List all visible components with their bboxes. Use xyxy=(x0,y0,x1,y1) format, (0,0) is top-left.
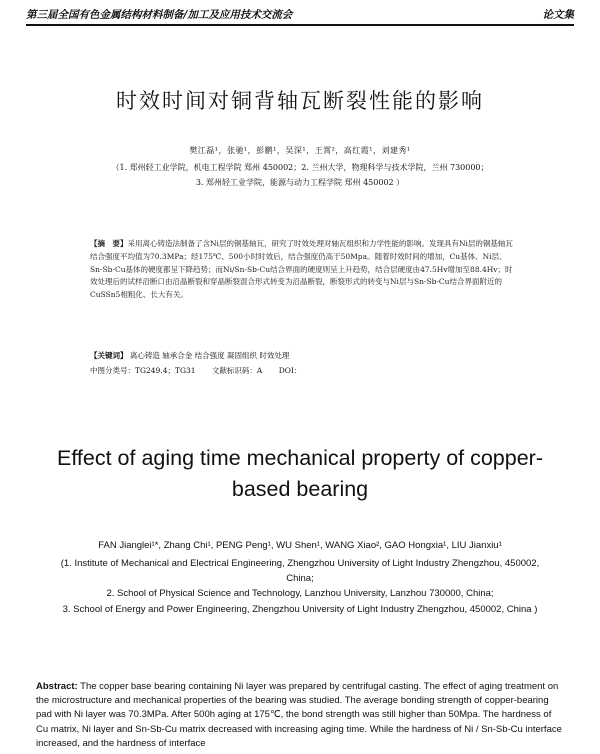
doi-label: DOI： xyxy=(278,366,302,375)
classification-line xyxy=(90,365,540,376)
english-affiliation-1: (1. Institute of Mechanical and Electrical Engineering, Zhengzhou University of Light Industry Zhengzhou, 450002, China; xyxy=(60,558,540,584)
chinese-keywords-text: 离心铸造 轴承合金 结合强度 凝固组织 时效处理 xyxy=(129,351,290,360)
conference-title: 第三届全国有色金属结构材料制备/加工及应用技术交流会 xyxy=(26,9,293,21)
english-authors: FAN Jianglei¹*, Zhang Chi¹, PENG Peng¹, WU Shen¹, WANG Xiao², GAO Hongxia¹, LIU Jianxiu¹ xyxy=(98,540,502,551)
chinese-abstract-label: 【摘 要】 xyxy=(90,239,128,248)
english-affiliation-3: 3. School of Energy and Power Engineering, Zhengzhou University of Light Industry Zhengzhou, 450002, China ) xyxy=(62,604,538,615)
english-affiliation-2: 2. School of Physical Science and Technology, Lanzhou University, Lanzhou 730000, China; xyxy=(106,588,494,599)
english-abstract-text: The copper base bearing containing Ni layer was prepared by centrifugal casting. The effect of aging treatment on the microstructure and mechanical properties of the bearing was studied. The average bonding strength of copper-bearing pad with Ni layer was 70.3MPa. After 500h aging at 175℃, the bond strength was still higher than 50Mpa. The hardness of Cu matrix, Ni layer and Sn-Sb-Cu matrix decreased with increasing aging time. While the hardness of Ni / Sn-Sb-Cu interface increased, and the hardness of interface xyxy=(36,681,562,749)
section-label: 论文集 xyxy=(542,9,574,21)
chinese-authors: 樊江磊¹，张驰¹，彭鹏¹，吴深¹，王霄²，高红霞¹，刘建秀¹ xyxy=(189,146,411,155)
document-code: 文献标识码：A xyxy=(211,366,263,375)
english-abstract-label: Abstract: xyxy=(36,681,78,692)
english-abstract xyxy=(36,680,564,751)
page-header xyxy=(26,6,574,26)
chinese-keywords-label: 【关键词】 xyxy=(90,351,128,360)
chinese-abstract xyxy=(90,238,518,302)
chinese-abstract-text: 采用离心铸造法制备了含Ni层的铜基轴瓦，研究了时效处理对轴瓦组织和力学性能的影响。发现具有Ni层的铜基轴瓦结合强度平均值为70.3MPa；经175℃、500小时时效后，结合强度仍高于50Mpa。随着时效时间的增加，Cu基体、Ni层、Sn-Sb-Cu基体的硬度都呈下降趋势；而Ni/Sn-Sb-Cu结合界面的硬度则呈上升趋势，结合层硬度由47.5Hv增加至88.4Hv；时效处理后的试样沿断口由沿晶断裂和穿晶断裂混合形式转变为沿晶断裂，断裂形式的转变与Ni层与Sn-Sb-Cu结合界面附近的CuSSn5相粗化、长大有关。 xyxy=(90,239,513,300)
class-number: 中图分类号：TG249.4；TG31 xyxy=(90,366,196,375)
chinese-title: 时效时间对铜背轴瓦断裂性能的影响 xyxy=(116,89,484,113)
chinese-affiliation-1: （1. 郑州轻工业学院，机电工程学院 郑州 450002；2. 兰州大学，物理科学与技术学院，兰州 730000； xyxy=(111,163,489,172)
chinese-affiliation-2: 3. 郑州轻工业学院，能源与动力工程学院 郑州 450002 ） xyxy=(195,178,405,187)
chinese-keywords xyxy=(90,350,540,361)
english-title: Effect of aging time mechanical property of copper-based bearing xyxy=(57,446,543,501)
